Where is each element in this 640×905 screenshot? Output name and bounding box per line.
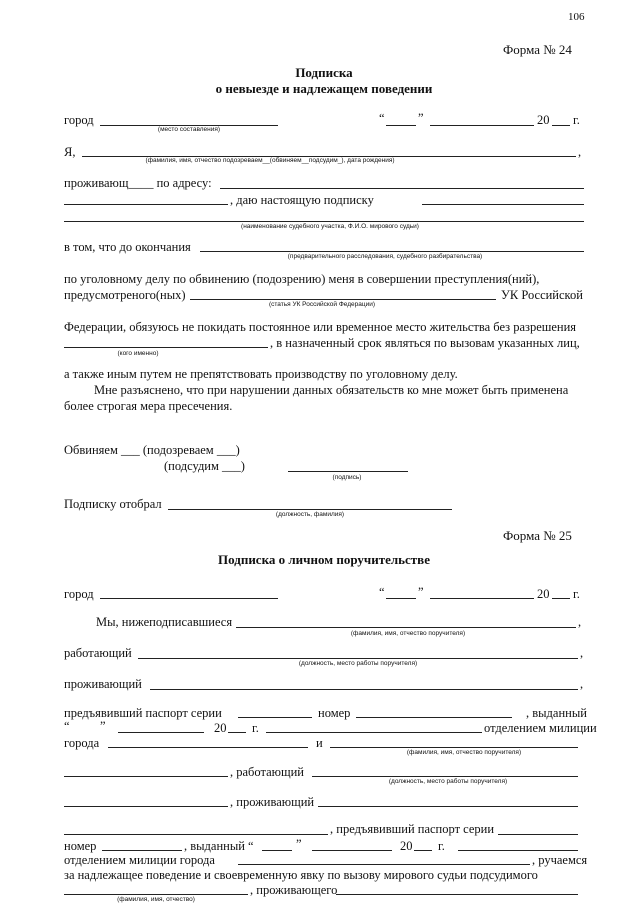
address-label: проживающ____ по адресу: — [64, 176, 212, 190]
issued-year-g: г. — [252, 721, 259, 735]
issued-quote-open: “ — [64, 719, 70, 733]
issued2-label: , выданный “ — [184, 839, 254, 853]
guarantors-field[interactable] — [236, 627, 576, 628]
guarantor2-field[interactable] — [330, 747, 578, 748]
city25-field[interactable] — [100, 598, 278, 599]
living25-field[interactable] — [150, 689, 578, 690]
police-label: отделением милиции — [484, 721, 597, 735]
position-hint: (должность, фамилия) — [275, 511, 345, 518]
city25-label: город — [64, 587, 94, 601]
year-field[interactable] — [552, 125, 570, 126]
passport2-number-field[interactable] — [102, 850, 182, 851]
i-label: Я, — [64, 145, 76, 159]
issued-month-field[interactable] — [118, 732, 204, 733]
conduct-text: за надлежащее поведение и своевременную явку по вызову мирового судьи подсудимого — [64, 868, 538, 882]
case-text: по уголовному делу по обвинению (подозрению) меня в совершении преступления(ний), — [64, 272, 540, 286]
defendant-fio-hint: (фамилия, имя, отчество) — [117, 896, 195, 903]
year-prefix: 20 — [537, 113, 550, 127]
taken-label: Подписку отобрал — [64, 497, 162, 511]
police-city-field[interactable] — [238, 864, 530, 865]
and-label: и — [316, 736, 323, 750]
form-25-title: Подписка о личном поручительстве — [218, 552, 430, 567]
passport-label: предъявивший паспорт серии — [64, 706, 222, 720]
living25-comma: , — [580, 677, 584, 691]
taken-field[interactable] — [168, 509, 452, 510]
guarantor2-hint: (фамилия, имя, отчество поручителя) — [406, 749, 522, 756]
until-label: в том, что до окончания — [64, 240, 191, 254]
work2-field[interactable] — [312, 776, 578, 777]
article-field[interactable] — [190, 299, 496, 300]
form-24-title: Подписка — [295, 65, 353, 80]
passport2-label: , предъявивший паспорт серии — [330, 822, 495, 836]
work2-hint: (должность, место работы поручителя) — [388, 778, 508, 785]
year25-suffix: г. — [573, 587, 580, 601]
date-quote-close: ” — [418, 111, 424, 125]
guarantors-hint: (фамилия, имя, отчество поручителя) — [350, 630, 466, 637]
year25-field[interactable] — [552, 598, 570, 599]
issued-quote-close: ” — [100, 719, 106, 733]
police-city-label: отделением милиции города — [64, 853, 215, 867]
guarantors-comma: , — [578, 615, 582, 629]
issued2-tail-field[interactable] — [458, 850, 578, 851]
article-hint: (статья УК Российской Федерации) — [268, 301, 376, 308]
passport-series-field[interactable] — [238, 717, 312, 718]
court-hint: (наименование судебного участка, Ф.И.О. мирового судьи) — [241, 223, 419, 230]
passport2-series-field[interactable] — [498, 834, 578, 835]
obstruct-text: а также иным путем не препятствовать производству по уголовному делу. — [64, 367, 458, 381]
investigation-field[interactable] — [200, 251, 584, 252]
date25-quote-close: ” — [418, 585, 424, 599]
defendant-fio-field[interactable] — [64, 894, 248, 895]
appear-text: , в назначенный срок являться по вызовам указанных лиц, — [270, 336, 580, 350]
issued-by-field[interactable] — [266, 732, 482, 733]
date25-day-field[interactable] — [386, 598, 416, 599]
form-24-label: Форма № 24 — [503, 42, 572, 57]
work-hint: (должность, место работы поручителя) — [298, 660, 418, 667]
issued2-year: 20 — [400, 839, 413, 853]
place-hint: (место составления) — [157, 126, 221, 133]
date25-month-field[interactable] — [430, 598, 534, 599]
court-field[interactable] — [64, 221, 584, 222]
form-25-label: Форма № 25 — [503, 528, 572, 543]
living2-cont-field[interactable] — [64, 834, 328, 835]
passport-number-field[interactable] — [356, 717, 512, 718]
provided-label: предусмотреного(ных) — [64, 288, 186, 302]
work-field[interactable] — [138, 658, 578, 659]
city2-field[interactable] — [108, 747, 308, 748]
form-24-subtitle: о невыезде и надлежащем поведении — [215, 81, 433, 96]
federation-text: Федерации, обязуюсь не покидать постоянное или временное место жительства без разрешения — [64, 320, 577, 334]
date-month-field[interactable] — [430, 125, 534, 126]
living25-label: проживающий — [64, 677, 142, 691]
address-field-3[interactable] — [422, 204, 584, 205]
date-quote-open: “ — [379, 111, 385, 125]
living2-field[interactable] — [318, 806, 578, 807]
issued2-year-field[interactable] — [414, 850, 432, 851]
whom-hint: (кого именно) — [117, 350, 159, 357]
living3-label: , проживающего — [250, 883, 338, 897]
signature-hint: (подпись) — [332, 474, 362, 481]
explained-line1: Мне разъяснено, что при нарушении данных обязательств ко мне может быть применена — [94, 383, 569, 397]
city2-label: города — [64, 736, 100, 750]
we-label: Мы, нижеподписавшиеся — [96, 615, 233, 629]
living2-pre-field[interactable] — [64, 806, 228, 807]
issued2-year-g: г. — [438, 839, 445, 853]
page-number: 106 — [568, 11, 585, 23]
explained-line2: более строгая мера пресечения. — [64, 399, 233, 413]
working-label: работающий — [64, 646, 132, 660]
vouch-text: , ручаемся — [532, 853, 588, 867]
giving-text: , даю настоящую подписку — [230, 193, 374, 207]
date-day-field[interactable] — [386, 125, 416, 126]
issued-year-field[interactable] — [228, 732, 246, 733]
address-field[interactable] — [220, 188, 584, 189]
address-field-2[interactable] — [64, 204, 228, 205]
fio-comma: , — [578, 145, 582, 159]
number2-label: номер — [64, 839, 97, 853]
year25-prefix: 20 — [537, 587, 550, 601]
uk-text: УК Российской — [501, 288, 583, 302]
issued2-day-field[interactable] — [262, 850, 292, 851]
accused-text: Обвиняем ___ (подозреваем ___) — [64, 443, 240, 457]
issued-year: 20 — [214, 721, 227, 735]
date25-quote-open: “ — [379, 585, 385, 599]
living3-field[interactable] — [336, 894, 578, 895]
guarantor2-name-field[interactable] — [64, 776, 228, 777]
fio-hint: (фамилия, имя, отчество подозреваем__(обвиняем__подсудим_), дата рождения) — [145, 157, 395, 164]
investigation-hint: (предварительного расследования, судебного разбирательства) — [287, 253, 483, 260]
issued2-quote-close: ” — [296, 837, 302, 851]
signature-field[interactable] — [288, 471, 408, 472]
working2-label: , работающий — [230, 765, 304, 779]
year-suffix: г. — [573, 113, 580, 127]
city-label: город — [64, 113, 94, 127]
defendant-text: (подсудим ___) — [164, 459, 245, 473]
number-label: номер — [318, 706, 351, 720]
whom-field[interactable] — [64, 347, 268, 348]
work-comma: , — [580, 646, 584, 660]
issued2-month-field[interactable] — [312, 850, 392, 851]
issued-label: , выданный — [526, 706, 587, 720]
living2-label: , проживающий — [230, 795, 315, 809]
